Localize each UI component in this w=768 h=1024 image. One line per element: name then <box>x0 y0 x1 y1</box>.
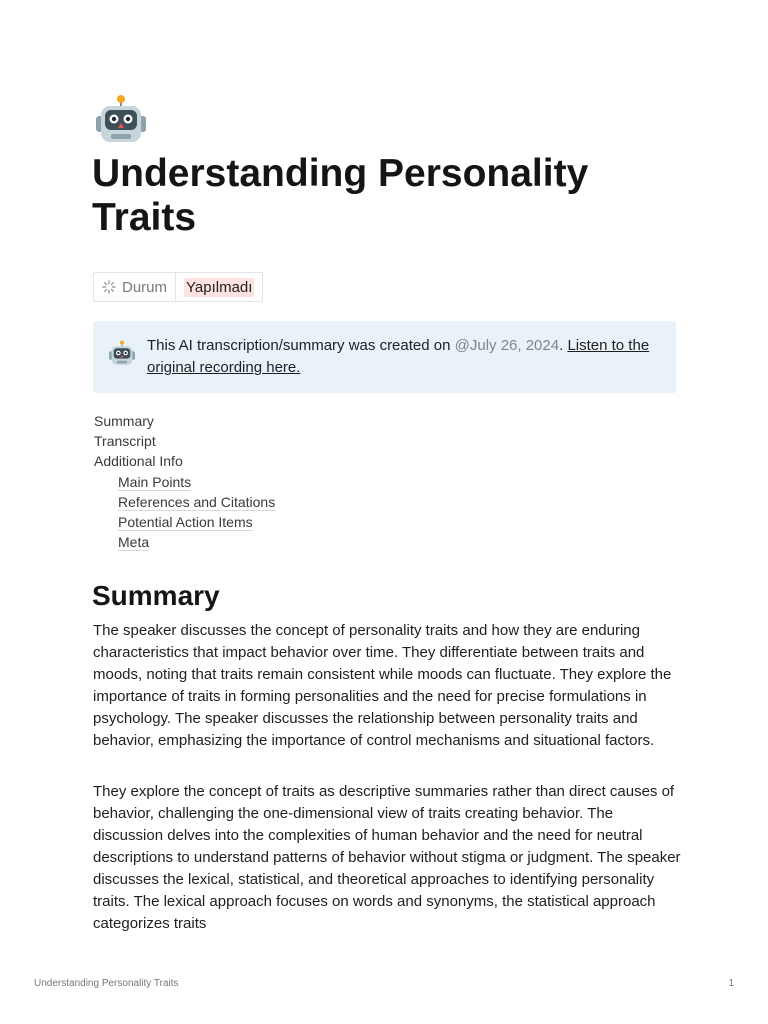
footer-page-number: 1 <box>728 978 734 989</box>
status-badge: Yapılmadı <box>186 278 253 296</box>
status-property-name <box>94 273 176 301</box>
ai-summary-callout <box>93 321 676 393</box>
status-label: Durum <box>122 278 168 296</box>
loading-spinner-icon <box>102 280 116 294</box>
toc-item-references[interactable]: References and Citations <box>118 493 276 510</box>
toc-item-summary[interactable]: Summary <box>94 413 154 429</box>
robot-icon <box>108 340 136 368</box>
summary-paragraph: The speaker discusses the concept of personality traits and how they are enduring characteristics that impact behavior over time. They differentiate between traits and moods, noting that traits remain consistent while moods can fluctuate. They explore the importance of traits in forming personalities and the need for precise formulations in psychology. The speaker discusses the relationship between personality traits and behavior, emphasizing the importance of control mechanisms and situational factors. <box>93 622 672 749</box>
toc-item-action-items[interactable]: Potential Action Items <box>118 514 253 531</box>
properties-row <box>93 272 263 302</box>
page-title: Understanding Personality Traits <box>92 152 589 239</box>
callout-text-before: This AI transcription/summary was created on <box>147 337 455 354</box>
summary-heading: Summary <box>92 580 220 611</box>
toc-item-additional-info[interactable]: Additional Info <box>94 453 183 470</box>
date-mention[interactable]: @July 26, 2024 <box>454 337 560 354</box>
toc-item-main-points[interactable]: Main Points <box>118 473 192 490</box>
recording-link[interactable]: Listen to the original recording here. <box>147 337 650 376</box>
table-of-contents <box>94 411 275 552</box>
footer-doc-title: Understanding Personality Traits <box>34 978 179 989</box>
status-property-value[interactable] <box>176 273 262 301</box>
callout-text <box>147 335 667 379</box>
summary-paragraph: They explore the concept of traits as descriptive summaries rather than direct causes of behavior, challenging the one-dimensional view of traits creating behavior. The discussion delves into the complexities of human behavior and the need for neutral descriptions to understand patterns of behavior without stigma or judgment. The speaker discusses the lexical, statistical, and theoretical approaches to identifying personality traits. The lexical approach focuses on words and synonyms, the statistical approach categorizes traits <box>93 783 681 932</box>
toc-item-meta[interactable]: Meta <box>118 534 150 551</box>
toc-item-transcript[interactable]: Transcript <box>94 433 156 450</box>
callout-text-after: . <box>559 337 568 354</box>
robot-icon <box>94 94 148 148</box>
